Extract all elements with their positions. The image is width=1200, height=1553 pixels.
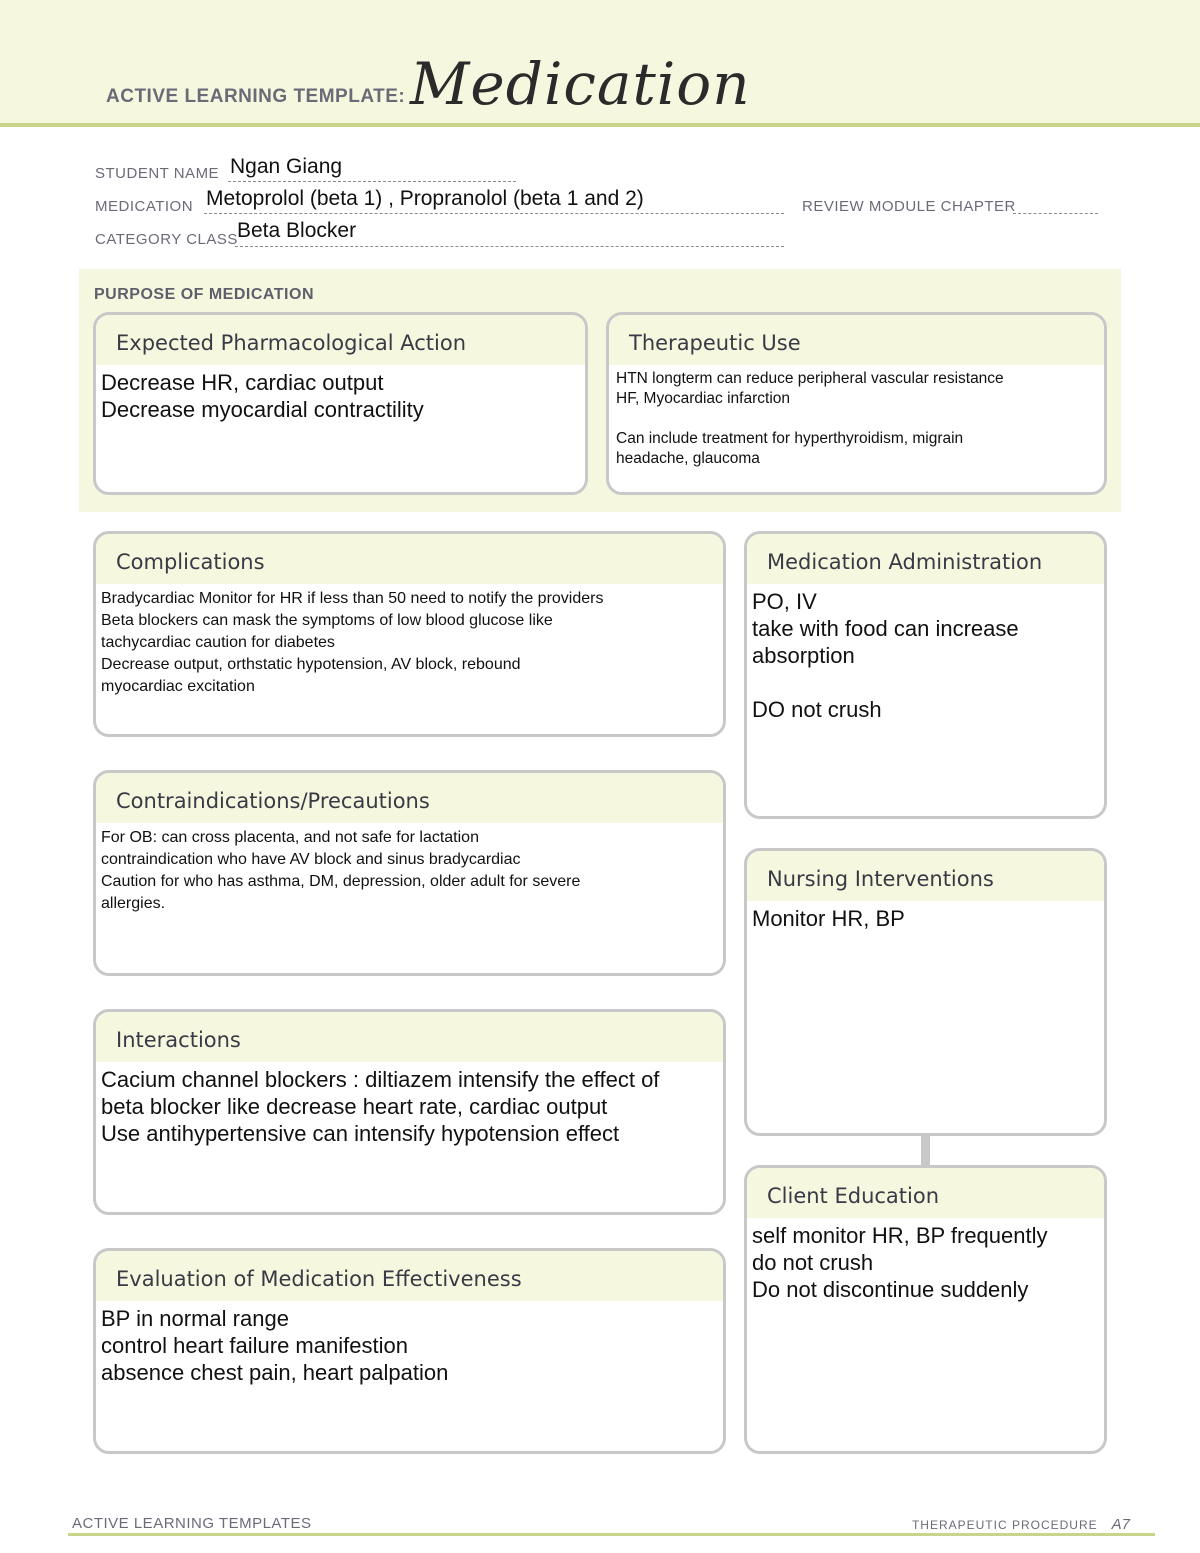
nursing-interventions-box bbox=[744, 848, 1107, 1136]
administration-title: Medication Administration bbox=[747, 534, 1104, 584]
interactions-box bbox=[93, 1009, 726, 1215]
medication-label: MEDICATION bbox=[95, 198, 194, 215]
nursing-interventions-text[interactable]: Monitor HR, BP bbox=[752, 906, 905, 931]
student-name-underline bbox=[228, 181, 516, 182]
expected-action-text[interactable]: Decrease HR, cardiac output Decrease myocardial contractility bbox=[101, 370, 424, 422]
complications-text[interactable]: Bradycardiac Monitor for HR if less than 50 need to notify the providers Beta blockers can mask the symptoms of low blood glucose like tachycardiac caution for diabetes Decrease output, orthstatic hypotension, AV block, rebound myocardiac excitation bbox=[101, 590, 604, 695]
template-label: ACTIVE LEARNING TEMPLATE: bbox=[106, 86, 406, 107]
interactions-text[interactable]: Cacium channel blockers : diltiazem intensify the effect of beta blocker like decrease heart rate, cardiac output Use antihypertensive can intensify hypotension effect bbox=[101, 1067, 660, 1146]
interactions-title: Interactions bbox=[96, 1012, 723, 1062]
category-class-field[interactable]: Beta Blocker bbox=[237, 219, 357, 242]
connector-bar bbox=[921, 1133, 930, 1167]
client-education-box bbox=[744, 1165, 1107, 1454]
evaluation-text[interactable]: BP in normal range control heart failure manifestion absence chest pain, heart palpation bbox=[101, 1306, 449, 1385]
therapeutic-use-title: Therapeutic Use bbox=[609, 315, 1104, 365]
review-module-field[interactable] bbox=[1013, 213, 1098, 214]
client-education-title: Client Education bbox=[747, 1168, 1104, 1218]
review-module-label: REVIEW MODULE CHAPTER bbox=[802, 198, 1016, 215]
category-class-label: CATEGORY CLASS bbox=[95, 231, 238, 248]
expected-action-title: Expected Pharmacological Action bbox=[96, 315, 585, 365]
page-number: A7 bbox=[1111, 1516, 1130, 1533]
administration-text[interactable]: PO, IV take with food can increase absorption DO not crush bbox=[752, 589, 1019, 722]
therapeutic-use-box bbox=[606, 312, 1107, 495]
medication-underline bbox=[204, 213, 784, 214]
medication-field[interactable]: Metoprolol (beta 1) , Propranolol (beta 1 and 2) bbox=[206, 187, 644, 210]
expected-action-box bbox=[93, 312, 588, 495]
student-name-field[interactable]: Ngan Giang bbox=[230, 155, 343, 178]
nursing-interventions-title: Nursing Interventions bbox=[747, 851, 1104, 901]
footer-right bbox=[912, 1516, 1130, 1533]
evaluation-title: Evaluation of Medication Effectiveness bbox=[96, 1251, 723, 1301]
footer-section: THERAPEUTIC PROCEDURE bbox=[911, 1518, 1098, 1532]
contraindications-text[interactable]: For OB: can cross placenta, and not safe for lactation contraindication who have AV block and sinus bradycardiac Caution for who has asthma, DM, depression, older adult for severe allergies. bbox=[101, 829, 581, 912]
evaluation-box bbox=[93, 1248, 726, 1454]
footer-left: ACTIVE LEARNING TEMPLATES bbox=[72, 1515, 312, 1532]
therapeutic-use-text[interactable]: HTN longterm can reduce peripheral vascular resistance HF, Myocardiac infarction Can include treatment for hyperthyroidism, migrain headache, glaucoma bbox=[616, 370, 1004, 467]
category-underline bbox=[235, 246, 784, 247]
contraindications-box bbox=[93, 770, 726, 976]
purpose-label: PURPOSE OF MEDICATION bbox=[94, 286, 314, 303]
complications-box bbox=[93, 531, 726, 737]
student-name-label: STUDENT NAME bbox=[95, 165, 220, 182]
complications-title: Complications bbox=[96, 534, 723, 584]
footer-rule bbox=[68, 1533, 1155, 1536]
contraindications-title: Contraindications/Precautions bbox=[96, 773, 723, 823]
client-education-text[interactable]: self monitor HR, BP frequently do not crush Do not discontinue suddenly bbox=[752, 1223, 1048, 1302]
administration-box bbox=[744, 531, 1107, 819]
page-title: Medication bbox=[410, 50, 751, 118]
